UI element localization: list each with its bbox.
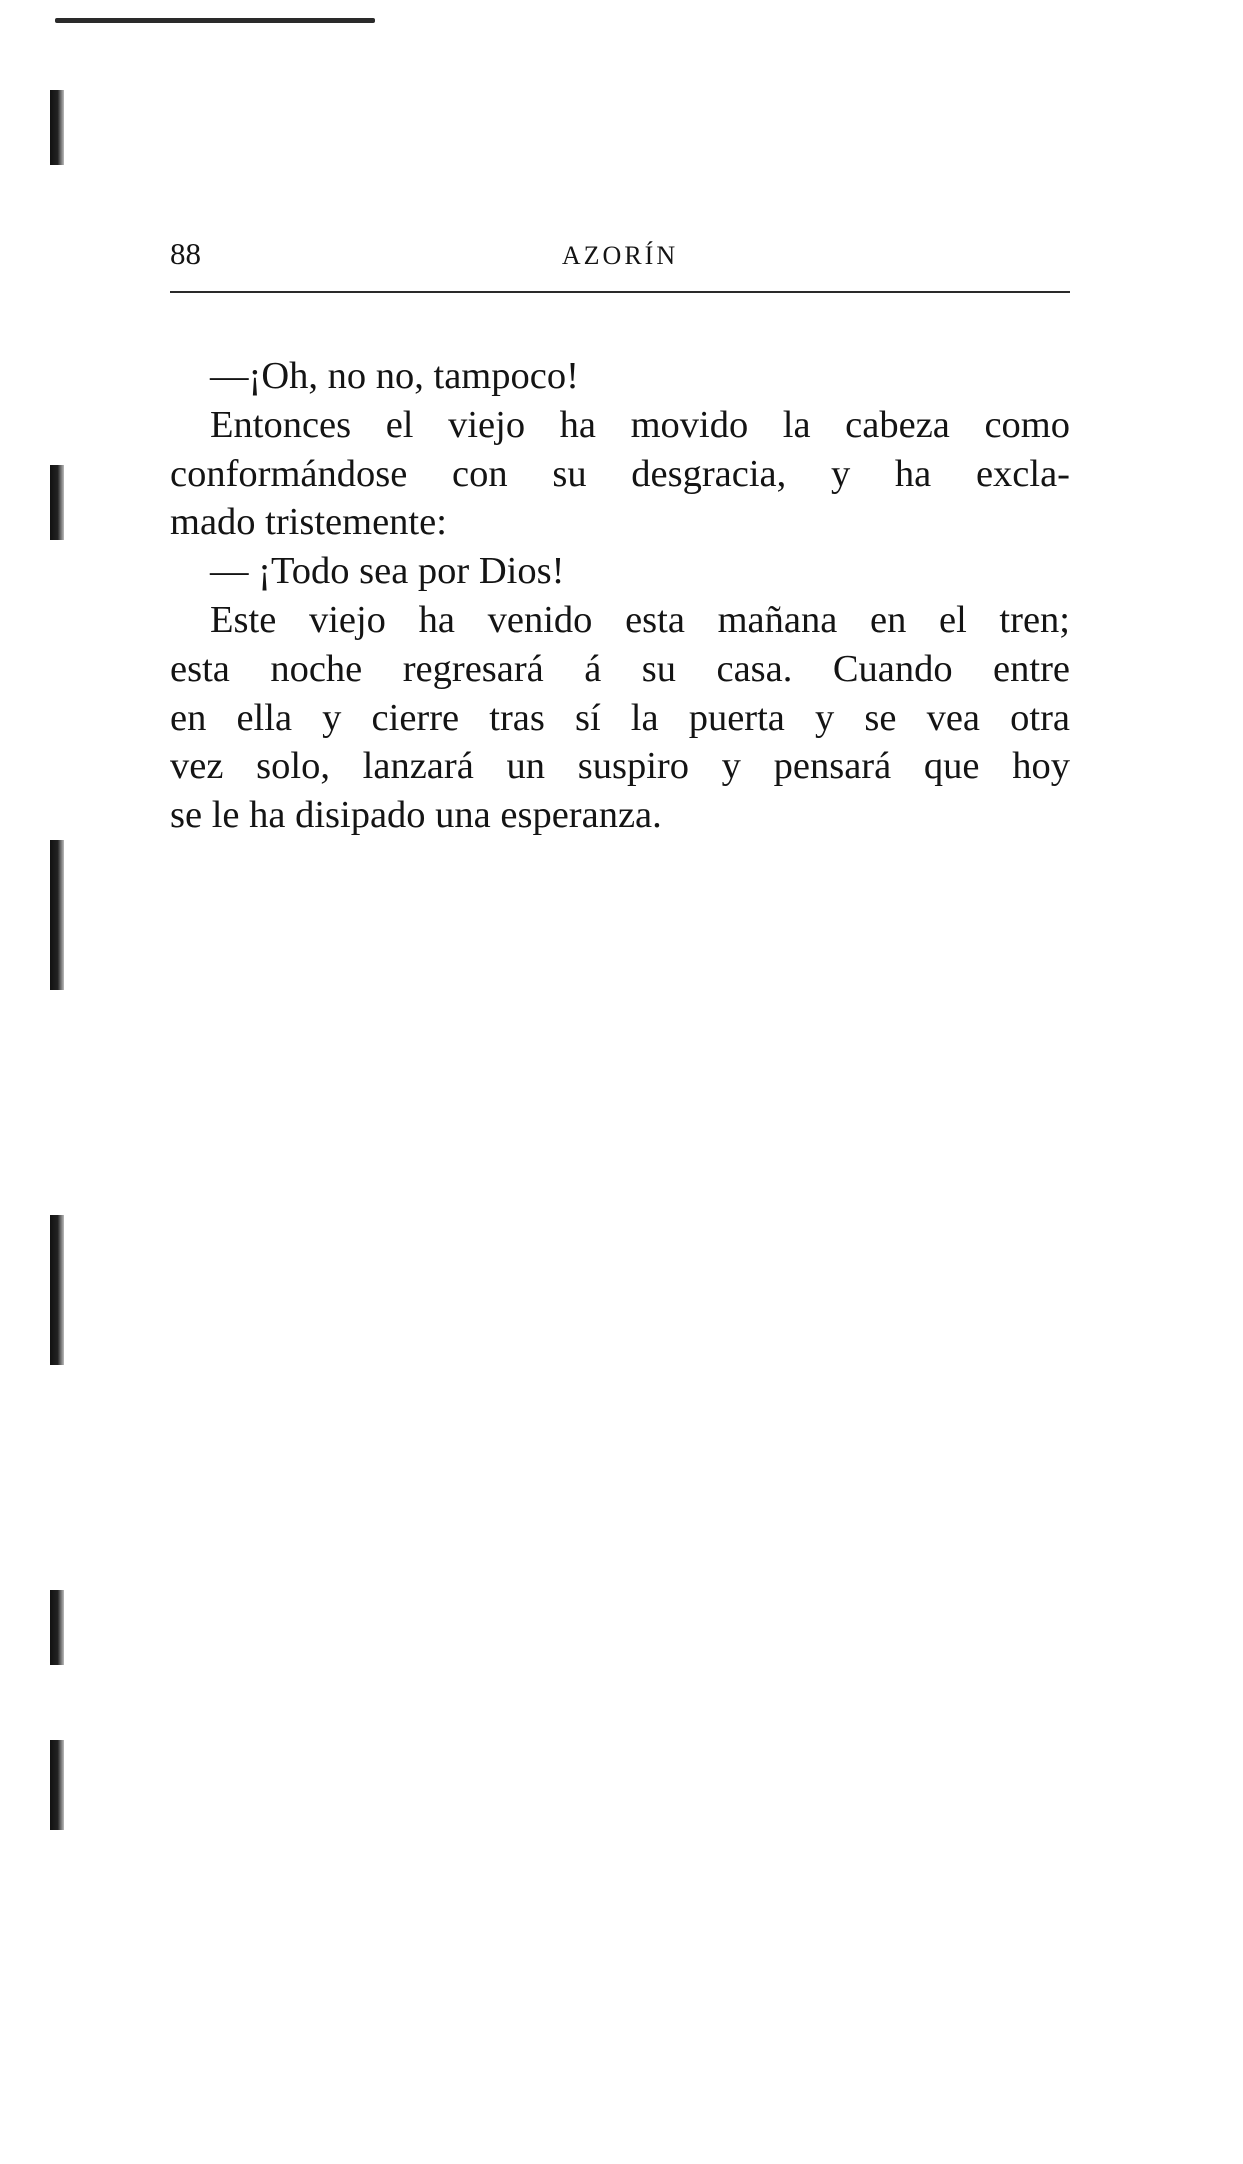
page-header: [170, 236, 1070, 286]
text-line: vez solo, lanzará un suspiro y pensará que hoy: [170, 745, 1070, 788]
page-top-edge: [55, 18, 375, 23]
binding-shadow-mark: [50, 90, 64, 165]
text-line: Este viejo ha venido esta mañana en el tren;: [210, 598, 1070, 641]
binding-shadow-mark: [50, 465, 64, 540]
body-text: [170, 352, 1070, 840]
text-line: esta noche regresará á su casa. Cuando entre: [170, 647, 1070, 690]
text-line: en ella y cierre tras sí la puerta y se vea otra: [170, 696, 1070, 739]
text-line: mado tristemente:: [170, 501, 447, 544]
text-line: Entonces el viejo ha movido la cabeza como: [210, 403, 1070, 446]
binding-shadow-mark: [50, 1215, 64, 1365]
text-line: — ¡Todo sea por Dios!: [210, 550, 565, 593]
running-head: AZORÍN: [561, 241, 679, 270]
text-line: —¡Oh, no no, tampoco!: [210, 355, 579, 397]
header-rule: [170, 291, 1070, 293]
text-line: se le ha disipado una esperanza.: [170, 794, 662, 837]
text-line: conformándose con su desgracia, y ha excla-: [170, 452, 1070, 495]
binding-shadow-mark: [50, 840, 64, 990]
binding-shadow-mark: [50, 1740, 64, 1830]
page-number: 88: [170, 236, 201, 271]
binding-shadow-mark: [50, 1590, 64, 1665]
